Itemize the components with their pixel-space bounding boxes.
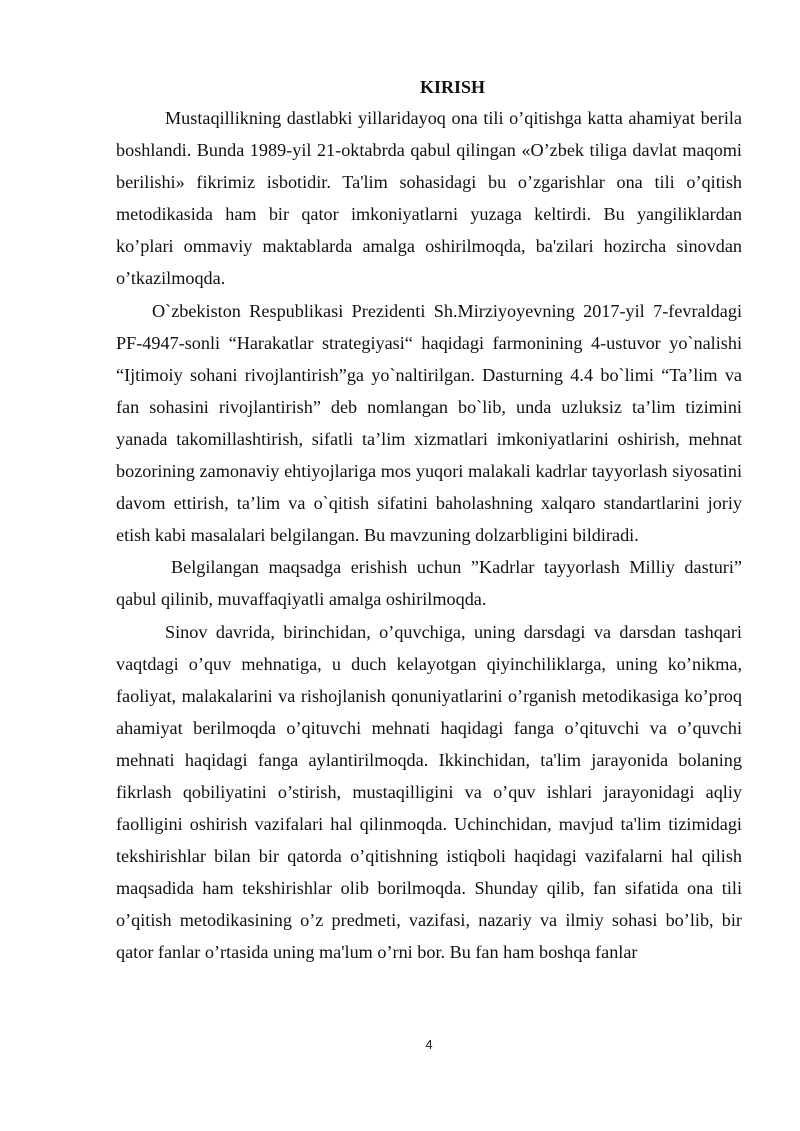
paragraph-1: Mustaqillikning dastlabki yillaridayoq ona tili o’qitishga katta ahamiyat berila boshlandi. Bunda 1989-yil 21-oktabrda qabul qilingan «O’zbek tiliga davlat maqomi berilishi» fikrimiz isbotidir. Ta'lim sohasidagi bu o’zgarishlar ona tili o’qitish metodikasida ham bir qator imkoniyatlarni yuzaga keltirdi. Bu yangiliklardan ko’plari ommaviy maktablarda amalga oshirilmoqda, ba'zilari hozircha sinovdan o’tkazilmoqda. [116,108,742,289]
body-text [116,102,742,969]
section-heading: KIRISH [419,77,486,97]
paragraph-2: O`zbekiston Respublikasi Prezidenti Sh.Mirziyoyevning 2017-yil 7-fevraldagi PF-4947-sonli “Harakatlar strategiyasi“ haqidagi farmonining 4-ustuvor yo`nalishi “Ijtimoiy sohani rivojlantirish”ga yo`naltirilgan. Dasturning 4.4 bo`limi “Ta’lim va fan sohasini rivojlantirish” deb nomlangan bo`lib, unda uzluksiz ta’lim tizimini yanada takomillashtirish, sifatli ta’lim xizmatlari imkoniyatlarini oshirish, mehnat bozorining zamonaviy ehtiyojlariga mos yuqori malakali kadrlar tayyorlash siyosatini davom ettirish, ta’lim va o`qitish sifatini baholashning xalqaro standartlarini joriy etish kabi masalalari belgilangan. Bu mavzuning dolzarbligini bildiradi. [116,300,742,546]
page-number: 4 [425,1037,433,1052]
paragraph-3: Belgilangan maqsadga erishish uchun ”Kadrlar tayyorlash Milliy dasturi” qabul qilinib, muvaffaqiyatli amalga oshirilmoqda. [116,557,742,610]
paragraph-4: Sinov davrida, birinchidan, o’quvchiga, uning darsdagi va darsdan tashqari vaqtdagi o’quv mehnatiga, u duch kelayotgan qiyinchiliklarga, uning ko’nikma, faoliyat, malakalarini va rishojlanish qonuniyatlarini o’rganish metodikasiga ko’proq ahamiyat berilmoqda o’qituvchi mehnati haqidagi fanga o’qituvchi va o’quvchi mehnati haqidagi fanga aylantirilmoqda. Ikkinchidan, ta'lim jarayonida bolaning fikrlash qobiliyatini o’stirish, mustaqilligini va o’quv ishlari jarayonidagi aqliy faolligini oshirish vazifalari hal qilinmoqda. Uchinchidan, mavjud ta'lim tizimidagi tekshirishlar bilan bir qatorda o’qitishning istiqboli haqidagi vazifalarni hal qilish maqsadida ham tekshirishlar olib borilmoqda. Shunday qilib, fan sifatida ona tili o’qitish metodikasining o’z predmeti, vazifasi, nazariy va ilmiy sohasi bo’lib, bir qator fanlar o’rtasida uning ma'lum o’rni bor. Bu fan ham boshqa fanlar [116,621,742,963]
